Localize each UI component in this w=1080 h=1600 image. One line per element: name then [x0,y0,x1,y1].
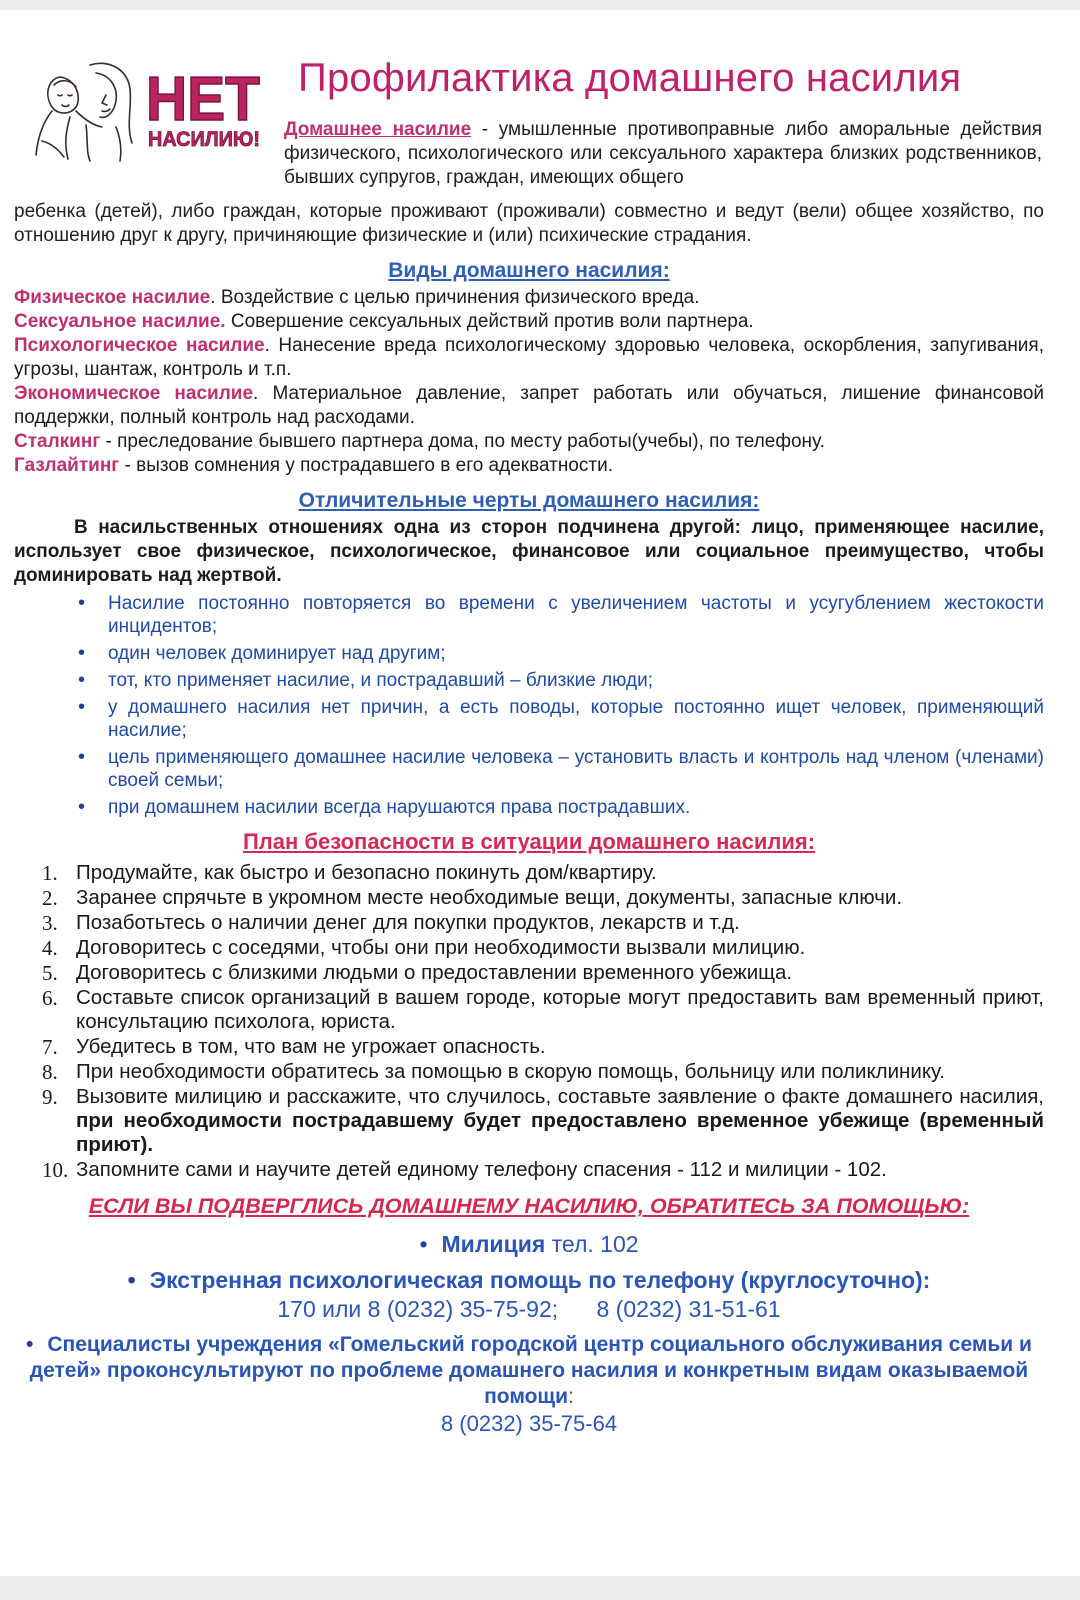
plan-item: 8. При необходимости обратитесь за помощью в скорую помощь, больницу или поликлинику. [42,1060,945,1084]
plan-item: 4. Договоритесь с соседями, чтобы они при необходимости вызвали милицию. [42,936,806,960]
feature-item: • Насилие постоянно повторяется во времени с увеличением частоты и усугублением жестокости инцидентов; [78,592,1044,638]
plan-item: 1. Продумайте, как быстро и безопасно покинуть дом/квартиру. [42,861,657,885]
plan-item: 6. Составьте список организаций в вашем городе, которые могут предоставить вам временный приют, консультацию психолога, юриста. [42,986,1044,1033]
contacts-block [14,1228,1044,1438]
types-title: Виды домашнего насилия: [388,259,670,282]
feature-item: • при домашнем насилии всегда нарушаются права пострадавших. [78,796,1044,819]
definition-rest: ребенка (детей), либо граждан, которые проживают (проживали) совместно и ведут (вели) общее хозяйство, по отношению друг к другу, причиняющие физические и (или) психические страдания. [14,201,1044,246]
center-phone: 8 (0232) 35-75-64 [440,1411,618,1436]
leaflet-content [14,50,1044,1438]
feature-item: • один человек доминирует над другим; [78,642,1044,665]
plan-item: 7. Убедитесь в том, что вам не угрожает опасность. [42,1035,546,1059]
type-item: Психологическое насилие. Нанесение вреда психологическому здоровью человека, оскорбления, запугивания, угрозы, шантаж, контроль и т.п. [14,335,1044,380]
plan-item: 9. Вызовите милицию и расскажите, что случилось, составьте заявление о факте домашнего насилия, при необходимости пострадавшему будет предоставлено временное убежище (временный приют). [42,1085,1044,1156]
svg-text:НАСИЛИЮ!: НАСИЛИЮ! [148,128,260,151]
definition-term: Домашнее насилие [284,119,472,140]
plan-title: План безопасности в ситуации домашнего насилия: [242,829,816,854]
plan-list [42,861,1044,1182]
help-alert: ЕСЛИ ВЫ ПОДВЕРГЛИСЬ ДОМАШНЕМУ НАСИЛИЮ, ОБРАТИТЕСЬ ЗА ПОМОЩЬЮ: [88,1194,970,1218]
page-title: Профилактика домашнего насилия [298,56,962,100]
feature-item: • тот, кто применяет насилие, и пострадавший – близкие люди; [78,669,1044,692]
definition-first [284,118,1042,190]
police-contact: • Милиция тел. 102 [419,1231,639,1257]
center-description: • Специалисты учреждения «Гомельский городской центр социального обслуживания семьи и детей» проконсультируют по проблеме домашнего насилия и конкретным видам оказываемой помощи: [26,1333,1032,1408]
features-list [78,592,1044,819]
svg-text:НЕТ: НЕТ [146,65,261,134]
plan-item: 5. Договоритесь с близкими людьми о предоставлении временного убежища. [42,961,793,985]
feature-item: • цель применяющего домашнее насилие человека – установить власть и контроль над членом (членами) своей семьи; [78,746,1044,792]
header [14,50,1044,200]
leaflet-page [0,10,1080,1576]
type-item: Сталкинг - преследование бывшего партнера дома, по месту работы(учебы), по телефону. [14,431,825,452]
type-item: Сексуальное насилие. Совершение сексуальных действий против воли партнера. [14,311,754,332]
hotline-phones: 170 или 8 (0232) 35-75-92; 8 (0232) 31-51-61 [277,1296,781,1322]
mother-and-child-icon [30,55,142,163]
features-title: Отличительные черты домашнего насилия: [298,489,760,512]
net-nasiliyu-logo [144,60,264,152]
plan-item: 10. Запомните сами и научите детей единому телефону спасения - 112 и милиции - 102. [42,1158,887,1182]
type-item: Газлайтинг - вызов сомнения у пострадавшего в его адекватности. [14,455,613,476]
type-item: Физическое насилие. Воздействие с целью причинения физического вреда. [14,287,700,308]
type-item: Экономическое насилие. Материальное давление, запрет работать или обучаться, лишение финансовой поддержки, полный контроль над расходами. [14,383,1044,428]
feature-item: • у домашнего насилия нет причин, а есть поводы, которые постоянно ищет человек, применяющий насилие; [78,696,1044,742]
features-lead: В насильственных отношениях одна из сторон подчинена другой: лицо, применяющее насилие, использует свое физическое, психологическое, финансовое или социальное преимущество, чтобы доминировать над жертвой. [14,517,1044,586]
definition-text-first: - умышленные противоправные либо аморальные действия физического, психологического или сексуального характера близких родственников, бывших супругов, граждан, имеющих общего [284,119,1042,188]
plan-item: 2. Заранее спрячьте в укромном месте необходимые вещи, документы, запасные ключи. [42,886,903,910]
plan-item: 3. Позаботьтесь о наличии денег для покупки продуктов, лекарств и т.д. [42,911,740,935]
types-list [14,286,1044,478]
hotline-label: • Экстренная психологическая помощь по телефону (круглосуточно): [127,1267,931,1293]
